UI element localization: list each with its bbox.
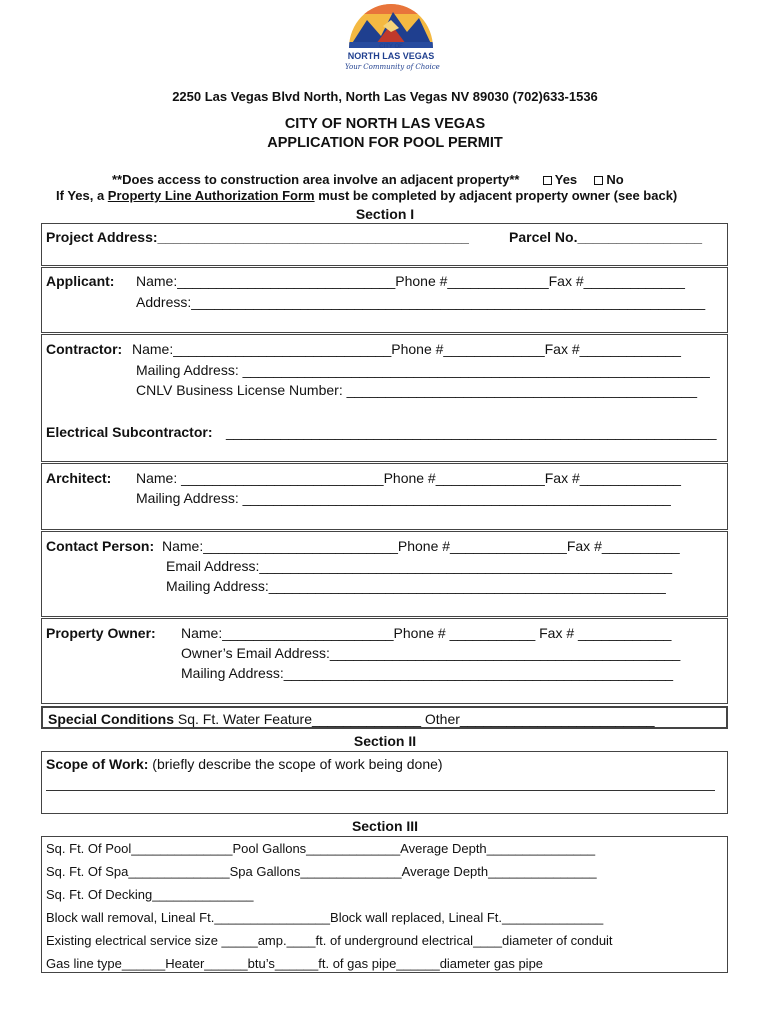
page-title-form: APPLICATION FOR POOL PERMIT xyxy=(267,135,503,151)
special-conditions-row xyxy=(48,711,655,727)
owner-mailing-address[interactable]: Mailing Address:__________________________________________________ xyxy=(181,665,674,681)
architect-mailing-address[interactable]: Mailing Address: _______________________________________________________ xyxy=(136,490,671,506)
note-prefix: If Yes, a xyxy=(56,188,108,203)
electrical-service-row[interactable]: Existing electrical service size _____amp.____ft. of underground electrical____diameter of conduit xyxy=(46,933,613,948)
contact-name-phone-fax[interactable]: Name:_________________________Phone #_______________Fax #__________ xyxy=(162,538,680,554)
special-conditions-label: Special Conditions xyxy=(48,711,175,727)
owner-email[interactable]: Owner’s Email Address:_____________________________________________ xyxy=(181,645,681,661)
architect-label: Architect: xyxy=(46,470,112,486)
scope-of-work-row xyxy=(46,756,443,772)
section-3-title: Section III xyxy=(351,818,419,834)
city-logo xyxy=(345,2,440,74)
question-text: **Does access to construction area involve an adjacent property** xyxy=(112,172,520,187)
contractor-box xyxy=(41,334,728,462)
contractor-license-number[interactable]: CNLV Business License Number: _____________________________________________ xyxy=(136,382,697,398)
section-2-title: Section II xyxy=(353,733,417,749)
page-title-city: CITY OF NORTH LAS VEGAS xyxy=(284,116,486,132)
checkbox-icon xyxy=(594,176,603,185)
architect-name-phone-fax[interactable]: Name: __________________________Phone #______________Fax #_____________ xyxy=(136,470,681,486)
electrical-subcontractor-label: Electrical Subcontractor: xyxy=(46,424,213,440)
contact-person-box xyxy=(41,531,728,617)
parcel-field[interactable]: Parcel No.________________ xyxy=(509,229,703,245)
logo-line1: CITY OF xyxy=(379,44,403,50)
no-label: No xyxy=(606,172,624,187)
contact-email[interactable]: Email Address:_____________________________________________________ xyxy=(166,558,673,574)
checkbox-icon xyxy=(543,176,552,185)
architect-box xyxy=(41,463,728,530)
pool-row[interactable]: Sq. Ft. Of Pool______________Pool Gallons_____________Average Depth_______________ xyxy=(46,841,596,856)
property-owner-box xyxy=(41,618,728,704)
electrical-subcontractor-field[interactable]: _______________________________________________________________ xyxy=(226,424,717,440)
adjacent-property-question xyxy=(112,172,624,187)
decking-row[interactable]: Sq. Ft. Of Decking______________ xyxy=(46,887,254,902)
yes-label: Yes xyxy=(554,172,578,187)
scope-of-work-label: Scope of Work: xyxy=(46,756,149,772)
authorization-note xyxy=(56,188,677,203)
scope-of-work-box xyxy=(41,751,728,814)
applicant-box xyxy=(41,267,728,333)
logo-tagline: Your Community of Choice xyxy=(345,63,440,71)
applicant-address[interactable]: Address:__________________________________________________________________ xyxy=(136,294,706,310)
contact-mailing-address[interactable]: Mailing Address:___________________________________________________ xyxy=(166,578,666,594)
contractor-label: Contractor: xyxy=(46,341,123,357)
section-1-title: Section I xyxy=(355,206,415,222)
project-address-field[interactable]: Project Address:________________________________________ xyxy=(46,229,469,245)
project-address-box xyxy=(41,223,728,266)
contractor-name-phone-fax[interactable]: Name:____________________________Phone #_____________Fax #_____________ xyxy=(132,341,681,357)
city-seal-icon xyxy=(345,2,437,50)
applicant-label: Applicant: xyxy=(46,273,115,289)
property-owner-label: Property Owner: xyxy=(46,625,156,641)
contact-person-label: Contact Person: xyxy=(46,538,155,554)
gas-line-row[interactable]: Gas line type______Heater______btu’s______ft. of gas pipe______diameter gas pipe xyxy=(46,956,544,971)
yes-checkbox[interactable] xyxy=(543,172,577,187)
special-conditions-box xyxy=(41,706,728,729)
no-checkbox[interactable] xyxy=(594,172,623,187)
logo-line2: NORTH LAS VEGAS xyxy=(347,51,435,61)
special-conditions-fields[interactable]: Sq. Ft. Water Feature______________ Other_________________________ xyxy=(174,711,655,727)
note-suffix: must be completed by adjacent property owner (see back) xyxy=(314,188,678,203)
section-3-box xyxy=(41,836,728,973)
spa-row[interactable]: Sq. Ft. Of Spa______________Spa Gallons______________Average Depth_______________ xyxy=(46,864,597,879)
scope-of-work-hint: (briefly describe the scope of work being done) xyxy=(148,756,443,772)
contractor-mailing-address[interactable]: Mailing Address: ____________________________________________________________ xyxy=(136,362,710,378)
office-address: 2250 Las Vegas Blvd North, North Las Vegas NV 89030 (702)633-1536 xyxy=(172,89,598,104)
applicant-name-phone-fax[interactable]: Name:____________________________Phone #_____________Fax #_____________ xyxy=(136,273,685,289)
block-wall-row[interactable]: Block wall removal, Lineal Ft.________________Block wall replaced, Lineal Ft.______________ xyxy=(46,910,604,925)
scope-line-1[interactable] xyxy=(46,790,715,791)
authorization-form-link[interactable]: Property Line Authorization Form xyxy=(107,188,315,203)
owner-name-phone-fax[interactable]: Name:______________________Phone # ___________ Fax # ____________ xyxy=(181,625,672,641)
